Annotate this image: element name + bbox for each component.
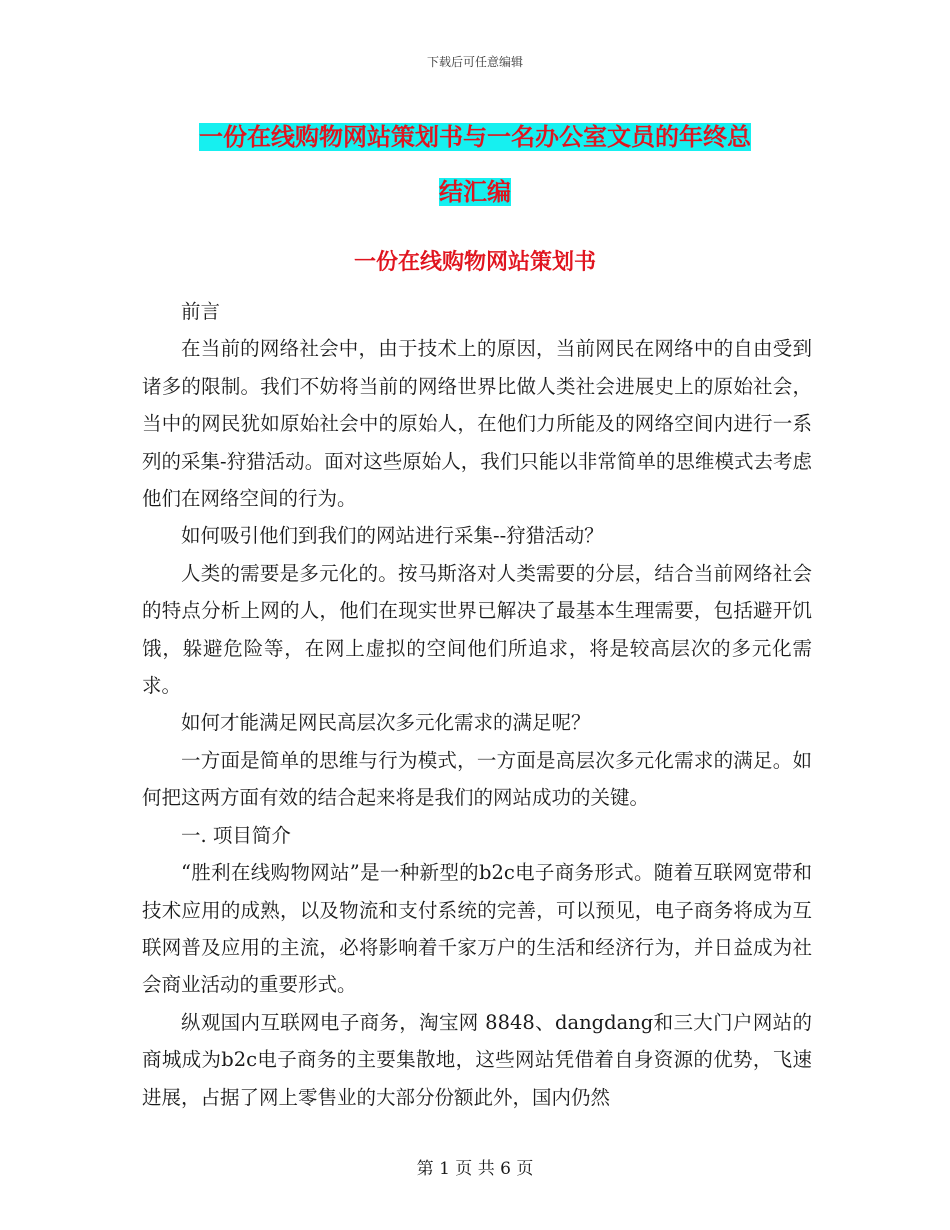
section-title: 一份在线购物网站策划书 [353,250,596,275]
paragraph: 纵观国内互联网电子商务，淘宝网 8848、dangdang和三大门户网站的商城成为b2c电子商务的主要集散地，这些网站凭借着自身资源的优势，飞速进展，占据了网上零售业的大部分份额此外，国内仍然 [142,1010,812,1109]
document-title-line-2: 结汇编 [439,178,511,206]
paragraph: 如何才能满足网民高层次多元化需求的满足呢？ [181,711,591,735]
paragraph: 一方面是简单的思维与行为模式，一方面是高层次多元化需求的满足。如何把这两方面有效的结合起来将是我们的网站成功的关键。 [142,748,812,810]
document-title [140,110,810,220]
page-number: 第 1 页 共 6 页 [416,1159,534,1179]
page-header-note: 下载后可任意编辑 [426,55,523,69]
paragraph: 在当前的网络社会中，由于技术上的原因，当前网民在网络中的自由受到诸多的限制。我们不妨将当前的网络世界比做人类社会进展史上的原始社会，当中的网民犹如原始社会中的原始人，在他们力所能及的网络空间内进行一系列的采集-狩猎活动。面对这些原始人，我们只能以非常简单的思维模式去考虑他们在网络空间的行为。 [142,337,812,511]
body-text [142,293,812,1116]
document-title-line-1: 一份在线购物网站策划书与一名办公室文员的年终总 [199,123,751,151]
paragraph: 如何吸引他们到我们的网站进行采集--狩猎活动？ [181,524,604,548]
paragraph-section-heading: 一. 项目简介 [181,823,291,847]
paragraph: “胜利在线购物网站”是一种新型的b2c电子商务形式。随着互联网宽带和技术应用的成熟，以及物流和支付系统的完善，可以预见，电子商务将成为互联网普及应用的主流，必将影响着千家万户的生活和经济行为，并日益成为社会商业活动的重要形式。 [142,861,812,997]
paragraph-preface-heading: 前言 [181,300,221,323]
paragraph: 人类的需要是多元化的。按马斯洛对人类需要的分层，结合当前网络社会的特点分析上网的人，他们在现实世界已解决了最基本生理需要，包括避开饥饿，躲避危险等，在网上虚拟的空间他们所追求，将是较高层次的多元化需求。 [142,561,812,698]
